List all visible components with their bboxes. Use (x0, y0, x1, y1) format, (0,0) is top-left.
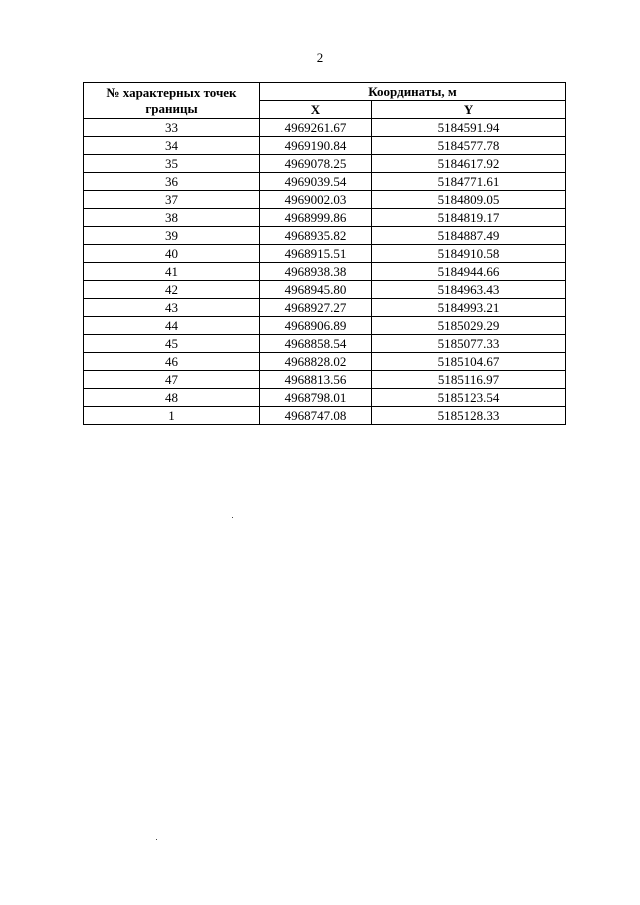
table-row (84, 119, 566, 137)
y-coordinate-cell: 5185123.54 (372, 389, 566, 407)
table-row (84, 389, 566, 407)
y-coordinate-cell: 5184944.66 (372, 263, 566, 281)
table-row (84, 281, 566, 299)
x-coordinate-cell: 4968747.08 (260, 407, 372, 425)
y-coordinate-cell: 5185104.67 (372, 353, 566, 371)
point-number-cell: 36 (84, 173, 260, 191)
point-number-cell: 48 (84, 389, 260, 407)
y-coordinate-cell: 5184591.94 (372, 119, 566, 137)
y-coordinate-cell: 5185029.29 (372, 317, 566, 335)
point-number-cell: 38 (84, 209, 260, 227)
y-column-header: Y (372, 101, 566, 119)
y-coordinate-cell: 5184963.43 (372, 281, 566, 299)
x-coordinate-cell: 4969002.03 (260, 191, 372, 209)
points-column-header: № характерных точек границы (84, 83, 260, 119)
point-number-cell: 45 (84, 335, 260, 353)
point-number-cell: 41 (84, 263, 260, 281)
x-coordinate-cell: 4968858.54 (260, 335, 372, 353)
table-row (84, 155, 566, 173)
table-row (84, 227, 566, 245)
y-coordinate-cell: 5184617.92 (372, 155, 566, 173)
table-row (84, 407, 566, 425)
x-coordinate-cell: 4969039.54 (260, 173, 372, 191)
y-coordinate-cell: 5184910.58 (372, 245, 566, 263)
scan-speck (232, 517, 233, 518)
y-coordinate-cell: 5185116.97 (372, 371, 566, 389)
x-coordinate-cell: 4968813.56 (260, 371, 372, 389)
table-row (84, 317, 566, 335)
point-number-cell: 39 (84, 227, 260, 245)
table-row (84, 245, 566, 263)
table-row (84, 335, 566, 353)
point-number-cell: 43 (84, 299, 260, 317)
table-row (84, 353, 566, 371)
y-coordinate-cell: 5184809.05 (372, 191, 566, 209)
x-coordinate-cell: 4968938.38 (260, 263, 372, 281)
x-coordinate-cell: 4968906.89 (260, 317, 372, 335)
x-coordinate-cell: 4968935.82 (260, 227, 372, 245)
x-coordinate-cell: 4968915.51 (260, 245, 372, 263)
y-coordinate-cell: 5184993.21 (372, 299, 566, 317)
point-number-cell: 42 (84, 281, 260, 299)
y-coordinate-cell: 5184577.78 (372, 137, 566, 155)
point-number-cell: 1 (84, 407, 260, 425)
x-coordinate-cell: 4968999.86 (260, 209, 372, 227)
point-number-cell: 35 (84, 155, 260, 173)
y-coordinate-cell: 5184819.17 (372, 209, 566, 227)
x-coordinate-cell: 4968927.27 (260, 299, 372, 317)
x-coordinate-cell: 4969190.84 (260, 137, 372, 155)
table-row (84, 137, 566, 155)
point-number-cell: 37 (84, 191, 260, 209)
coordinates-table (83, 82, 566, 425)
point-number-cell: 34 (84, 137, 260, 155)
y-coordinate-cell: 5185077.33 (372, 335, 566, 353)
table-header-row (84, 83, 566, 101)
coordinates-column-header: Координаты, м (260, 83, 566, 101)
x-coordinate-cell: 4968828.02 (260, 353, 372, 371)
x-column-header: X (260, 101, 372, 119)
point-number-cell: 47 (84, 371, 260, 389)
table-row (84, 191, 566, 209)
x-coordinate-cell: 4968945.80 (260, 281, 372, 299)
y-coordinate-cell: 5184887.49 (372, 227, 566, 245)
scan-speck (156, 839, 157, 840)
point-number-cell: 44 (84, 317, 260, 335)
table-row (84, 299, 566, 317)
page-number: 2 (316, 50, 324, 65)
table-body (84, 119, 566, 425)
y-coordinate-cell: 5184771.61 (372, 173, 566, 191)
point-number-cell: 40 (84, 245, 260, 263)
table-header (84, 83, 566, 119)
point-number-cell: 46 (84, 353, 260, 371)
y-coordinate-cell: 5185128.33 (372, 407, 566, 425)
x-coordinate-cell: 4969261.67 (260, 119, 372, 137)
x-coordinate-cell: 4969078.25 (260, 155, 372, 173)
table-row (84, 209, 566, 227)
point-number-cell: 33 (84, 119, 260, 137)
table-row (84, 263, 566, 281)
table-row (84, 173, 566, 191)
table-row (84, 371, 566, 389)
x-coordinate-cell: 4968798.01 (260, 389, 372, 407)
